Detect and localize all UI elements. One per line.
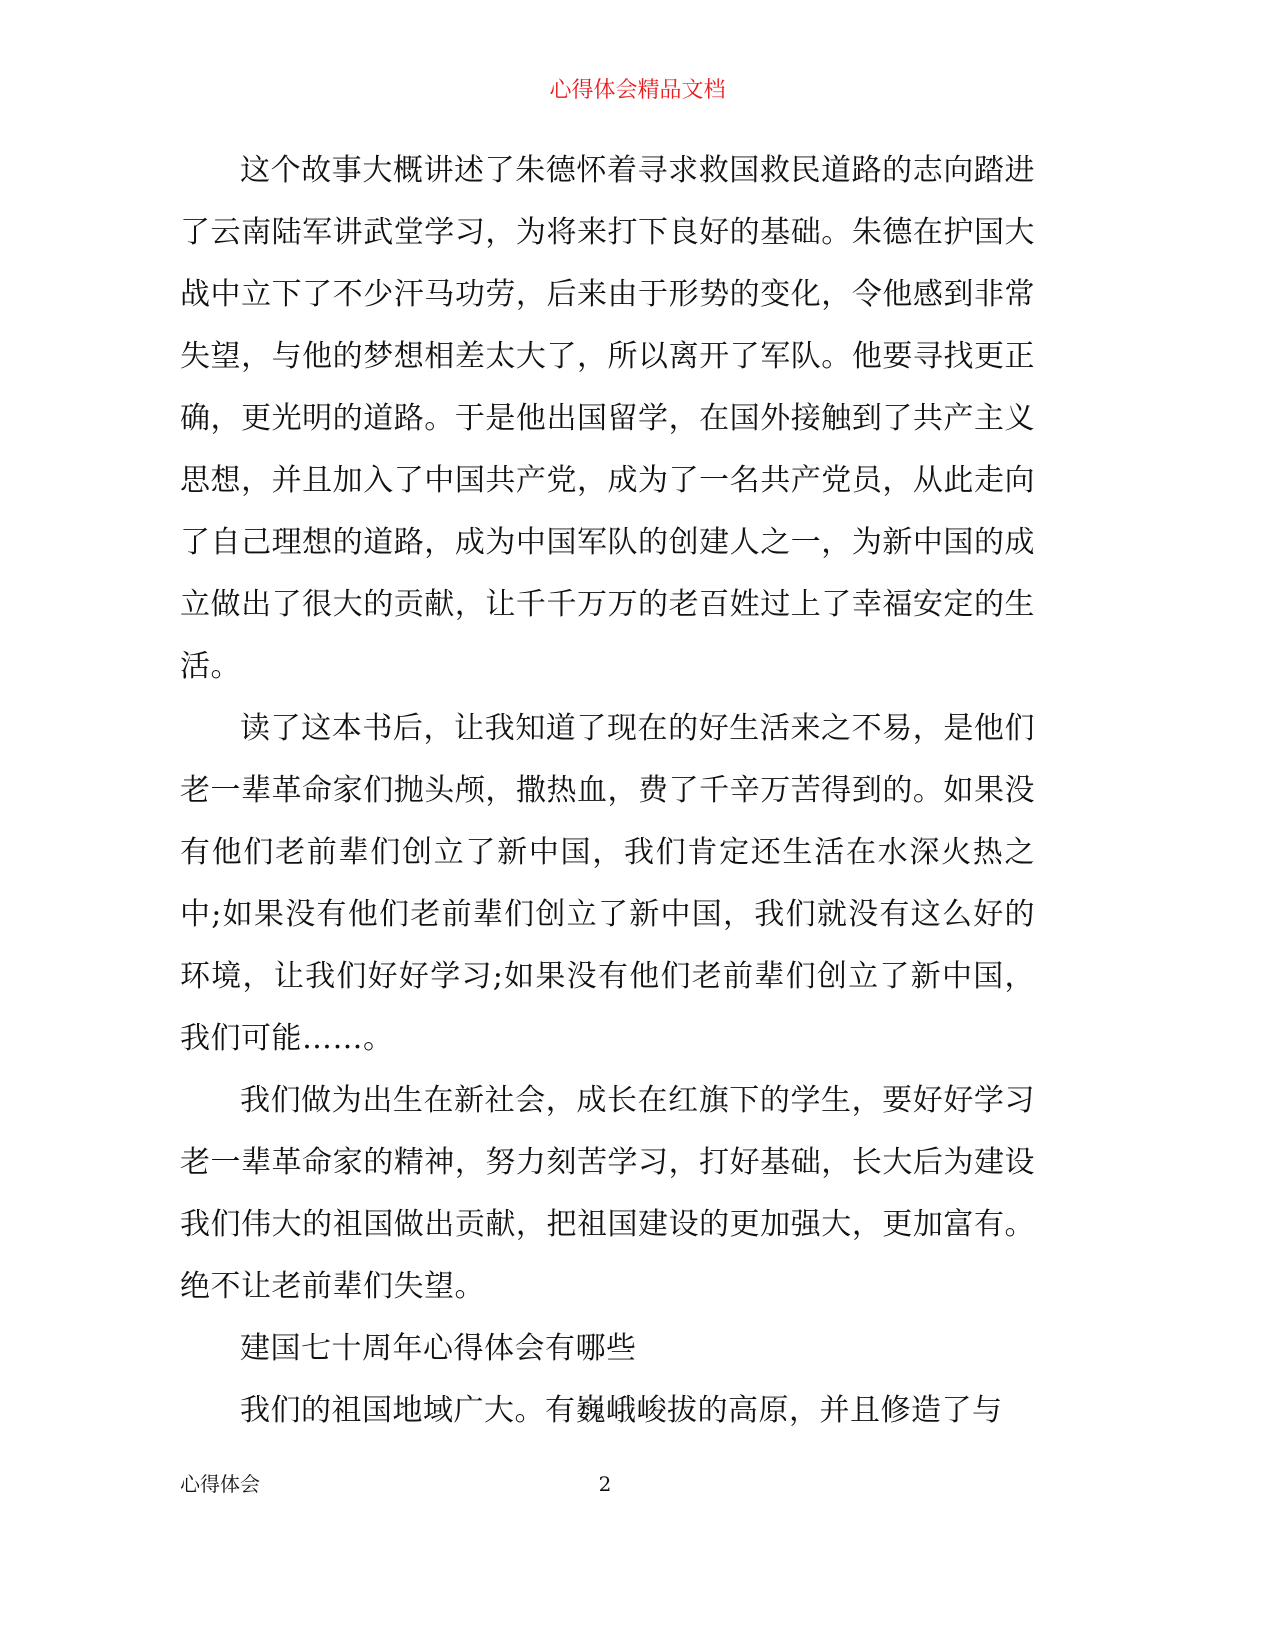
paragraph-motherland: 我们的祖国地域广大。有巍峨峻拔的高原，并且修造了与	[240, 1393, 1003, 1428]
paragraph-resolution: 我们做为出生在新社会，成长在红旗下的学生，要好好学习老一辈革命家的精神，努力刻苦学习，打好基础，长大后为建设我们伟大的祖国做出贡献，把祖国建设的更加强大，更加富有。绝不让老前辈们失望。	[180, 1083, 1035, 1304]
footer-label: 心得体会	[180, 1472, 260, 1496]
document-header-title: 心得体会精品文档	[549, 78, 726, 103]
paragraph-story-summary: 这个故事大概讲述了朱德怀着寻求救国救民道路的志向踏进了云南陆军讲武堂学习，为将来打下良好的基础。朱德在护国大战中立下了不少汗马功劳，后来由于形势的变化，令他感到非常失望，与他的梦想相差太大了，所以离开了军队。他要寻找更正确，更光明的道路。于是他出国留学，在国外接触到了共产主义思想，并且加入了中国共产党，成为了一名共产党员，从此走向了自己理想的道路，成为中国军队的创建人之一，为新中国的成立做出了很大的贡献，让千千万万的老百姓过上了幸福安定的生活。	[180, 153, 1035, 684]
document-body	[180, 140, 1035, 1442]
paragraph-reflection: 读了这本书后，让我知道了现在的好生活来之不易，是他们老一辈革命家们抛头颅，撒热血，费了千辛万苦得到的。如果没有他们老前辈们创立了新中国，我们肯定还生活在水深火热之中;如果没有他们老前辈们创立了新中国，我们就没有这么好的环境，让我们好好学习;如果没有他们老前辈们创立了新中国，我们可能……。	[180, 711, 1035, 1056]
page-number: 2	[598, 1472, 612, 1496]
section-heading: 建国七十周年心得体会有哪些	[240, 1331, 637, 1366]
